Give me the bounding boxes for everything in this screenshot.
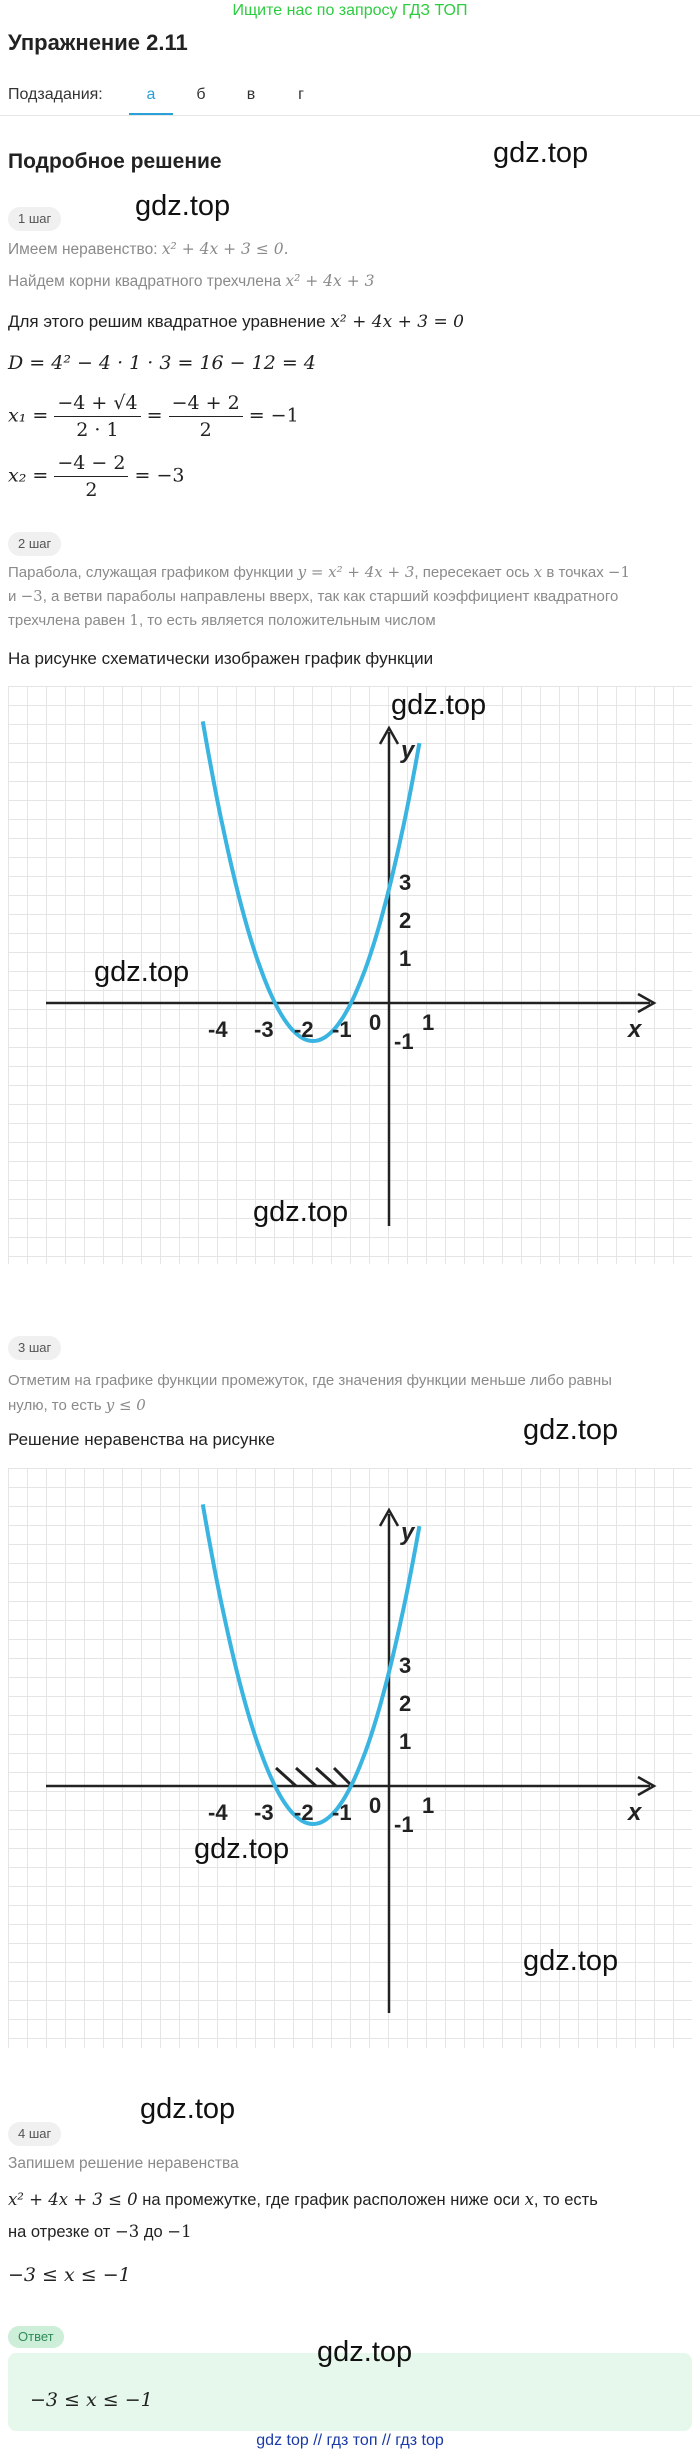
x-tick-label: 1 <box>422 1793 435 1818</box>
x-tick-label: -3 <box>254 1017 274 1042</box>
parabola-curve <box>203 1504 420 1824</box>
watermark: gdz.top <box>493 137 589 169</box>
discriminant: D = 4² − 4 · 1 · 3 = 16 − 12 = 4 <box>8 352 316 374</box>
step3-text-line2: нулю, то есть y ≤ 0 <box>8 1396 146 1414</box>
step4-line3: на отрезке от −3 до −1 <box>8 2222 192 2241</box>
step1-line1: Имеем неравенство: x² + 4x + 3 ≤ 0. <box>8 240 289 258</box>
watermark: gdz.top <box>317 2336 413 2368</box>
y-tick-label: -1 <box>394 1812 414 1837</box>
step1-line3: Для этого решим квадратное уравнение x² + 4x + 3 = 0 <box>8 312 464 332</box>
tab-a[interactable]: а <box>146 86 156 103</box>
y-tick-label: 2 <box>399 1691 412 1716</box>
footer-links[interactable]: gdz top // гдз топ // гдз top <box>256 2432 444 2449</box>
top-banner[interactable]: Ищите нас по запросу ГДЗ ТОП <box>232 2 468 19</box>
step1-line2: Найдем корни квадратного трехчлена x² + 4x + 3 <box>8 272 375 290</box>
y-tick-label: 2 <box>399 908 412 933</box>
step4-result: −3 ≤ x ≤ −1 <box>8 2264 131 2286</box>
watermark: gdz.top <box>135 190 231 222</box>
answer-value: −3 ≤ x ≤ −1 <box>30 2389 153 2411</box>
root-x2: x₂ = $\frac{-4 - 2}{2}$ = −3 <box>8 452 185 501</box>
x-axis-label: x <box>628 1799 642 1826</box>
step-badge: 2 шаг <box>8 532 61 556</box>
y-tick-label: 3 <box>399 870 412 895</box>
y-tick-label: -1 <box>394 1029 414 1054</box>
x-tick-label: 1 <box>422 1010 435 1035</box>
root-x1: x₁ = $\frac{-4 + √4}{2 \cdot 1}$ = $\frac{-4 + 2}{2}$ = −1 <box>8 392 299 441</box>
watermark: gdz.top <box>523 1945 619 1977</box>
tab-b[interactable]: б <box>196 86 206 103</box>
step-badge: 4 шаг <box>8 2122 61 2146</box>
x-tick-label: -2 <box>294 1800 314 1825</box>
y-tick-label: 1 <box>399 946 412 971</box>
step4-line1: Запишем решение неравенства <box>8 2155 239 2172</box>
step2-text-line3: трехчлена равен 1, то есть является положительным числом <box>8 611 436 629</box>
graph-1 <box>8 686 692 1264</box>
x-tick-label: -3 <box>254 1800 274 1825</box>
graph-2 <box>8 1468 692 2048</box>
x-tick-label: -4 <box>208 1800 228 1825</box>
graph2-caption: Решение неравенства на рисунке <box>8 1430 275 1449</box>
step4-line2: x² + 4x + 3 ≤ 0 на промежутке, где график расположен ниже оси x, то есть <box>8 2190 598 2209</box>
y-axis-label: y <box>401 1519 415 1546</box>
solution-hatching <box>276 1768 352 1786</box>
tab-g[interactable]: г <box>298 86 304 103</box>
x-tick-label: 0 <box>369 1793 382 1818</box>
watermark: gdz.top <box>391 689 487 721</box>
x-tick-label: -1 <box>332 1800 352 1825</box>
watermark: gdz.top <box>94 956 190 988</box>
step2-text-line1: Парабола, служащая графиком функции y = x² + 4x + 3, пересекает ось x в точках −1 <box>8 563 631 581</box>
solution-heading: Подробное решение <box>8 150 222 173</box>
watermark: gdz.top <box>194 1833 290 1865</box>
x-axis-label: x <box>628 1016 642 1043</box>
answer-badge: Ответ <box>8 2326 64 2348</box>
tabs-divider <box>0 115 700 116</box>
parabola-curve <box>203 721 420 1041</box>
x-tick-label: 0 <box>369 1010 382 1035</box>
y-tick-label: 1 <box>399 1729 412 1754</box>
x-tick-label: -4 <box>208 1017 228 1042</box>
subtasks-label: Подзадания: <box>8 86 103 103</box>
step-badge: 1 шаг <box>8 207 61 231</box>
y-tick-label: 3 <box>399 1653 412 1678</box>
tab-v[interactable]: в <box>246 86 256 103</box>
y-axis-label: y <box>401 737 415 764</box>
x-tick-label: -1 <box>332 1017 352 1042</box>
page-title: Упражнение 2.11 <box>8 30 188 55</box>
watermark: gdz.top <box>523 1414 619 1446</box>
x-tick-label: -2 <box>294 1017 314 1042</box>
watermark: gdz.top <box>253 1196 349 1228</box>
step-badge: 3 шаг <box>8 1336 61 1360</box>
step3-text-line1: Отметим на графике функции промежуток, где значения функции меньше либо равны <box>8 1372 612 1389</box>
graph1-caption: На рисунке схематически изображен график функции <box>8 649 434 668</box>
watermark: gdz.top <box>140 2093 236 2125</box>
step2-text-line2: и −3, а ветви параболы направлены вверх, так как старший коэффициент квадратного <box>8 587 619 605</box>
